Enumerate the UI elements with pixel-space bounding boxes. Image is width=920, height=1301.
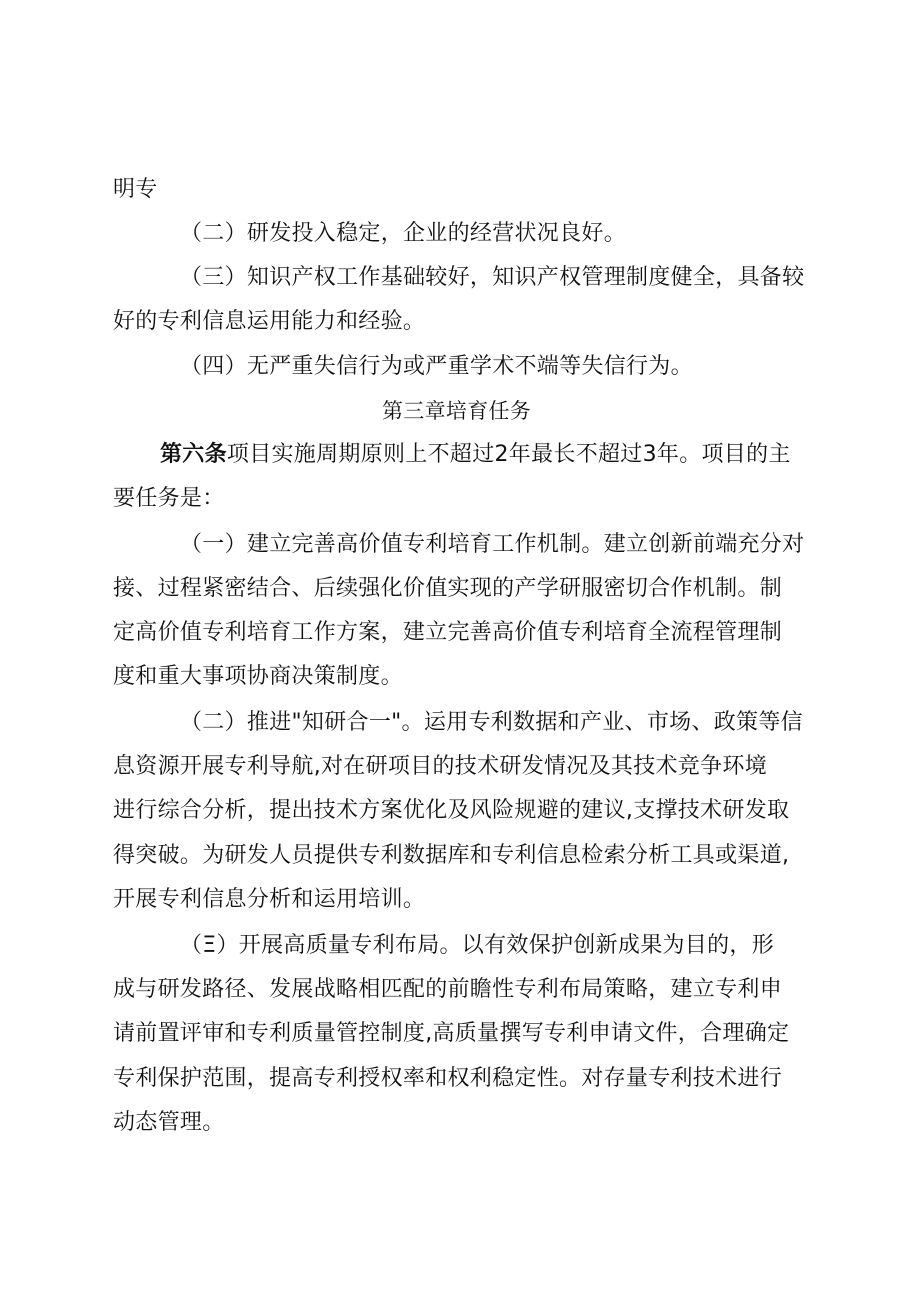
task-1-line-4: 度和重大事项协商决策制度。 bbox=[113, 664, 403, 689]
article-6-label: 第六条 bbox=[160, 442, 227, 467]
task-1-line-2: 接、过程紧密结合、后续强化价值实现的产学研服密切合作机制。制 bbox=[113, 576, 783, 601]
article-6-text: 项目实施周期原则上不超过2年最长不超过3年。项目的主 bbox=[226, 442, 791, 467]
task-3-line-1: （Ξ）开展高质量专利布局。以有效保护创新成果为目的，形 bbox=[180, 933, 775, 958]
task-1-line-3: 定高价值专利培育工作方案，建立完善高价值专利培育全流程管理制 bbox=[113, 620, 783, 645]
item-3-line-2: 好的专利信息运用能力和经验。 bbox=[113, 309, 426, 334]
task-3-line-4: 专利保护范围，提高专利授权率和权利稳定性。对存量专利技术进行 bbox=[113, 1066, 783, 1091]
task-3-line-5: 动态管理。 bbox=[113, 1110, 225, 1135]
task-2-line-5: 开展专利信息分析和运用培训。 bbox=[113, 887, 426, 912]
task-3-line-3: 请前置评审和专利质量管控制度,高质量撰写专利申请文件，合理确定 bbox=[113, 1021, 790, 1046]
task-1-line-1: （一）建立完善高价值专利培育工作机制。建立创新前端充分对 bbox=[180, 532, 805, 557]
item-4: （四）无严重失信行为或严重学术不端等失信行为。 bbox=[180, 354, 693, 379]
task-2-line-3: 进行综合分析，提出技术方案优化及风险规避的建议,支撑技术研发取 bbox=[113, 798, 790, 823]
item-2: （二）研发投入稳定，企业的经营状况良好。 bbox=[180, 221, 627, 246]
task-3-line-2: 成与研发路径、发展战略相匹配的前瞻性专利布局策略，建立专利申 bbox=[113, 977, 783, 1002]
article-6-line-2: 要任务是： bbox=[113, 486, 225, 511]
chapter-title: 第三章培育任务 bbox=[382, 399, 532, 423]
task-2-line-2: 息资源开展专利导航,对在研项目的技术研发情况及其技术竞争环境 bbox=[113, 754, 767, 779]
task-2-line-1: （二）推进"知研合一"。运用专利数据和产业、市场、政策等信 bbox=[180, 710, 803, 735]
item-3-line-1: （三）知识产权工作基础较好，知识产权管理制度健全，具备较 bbox=[180, 265, 805, 290]
article-6-line-1 bbox=[160, 440, 791, 470]
task-2-line-4: 得突破。为研发人员提供专利数据库和专利信息检索分析工具或渠道, bbox=[113, 843, 790, 868]
fragment-line: 明专 bbox=[113, 177, 158, 202]
